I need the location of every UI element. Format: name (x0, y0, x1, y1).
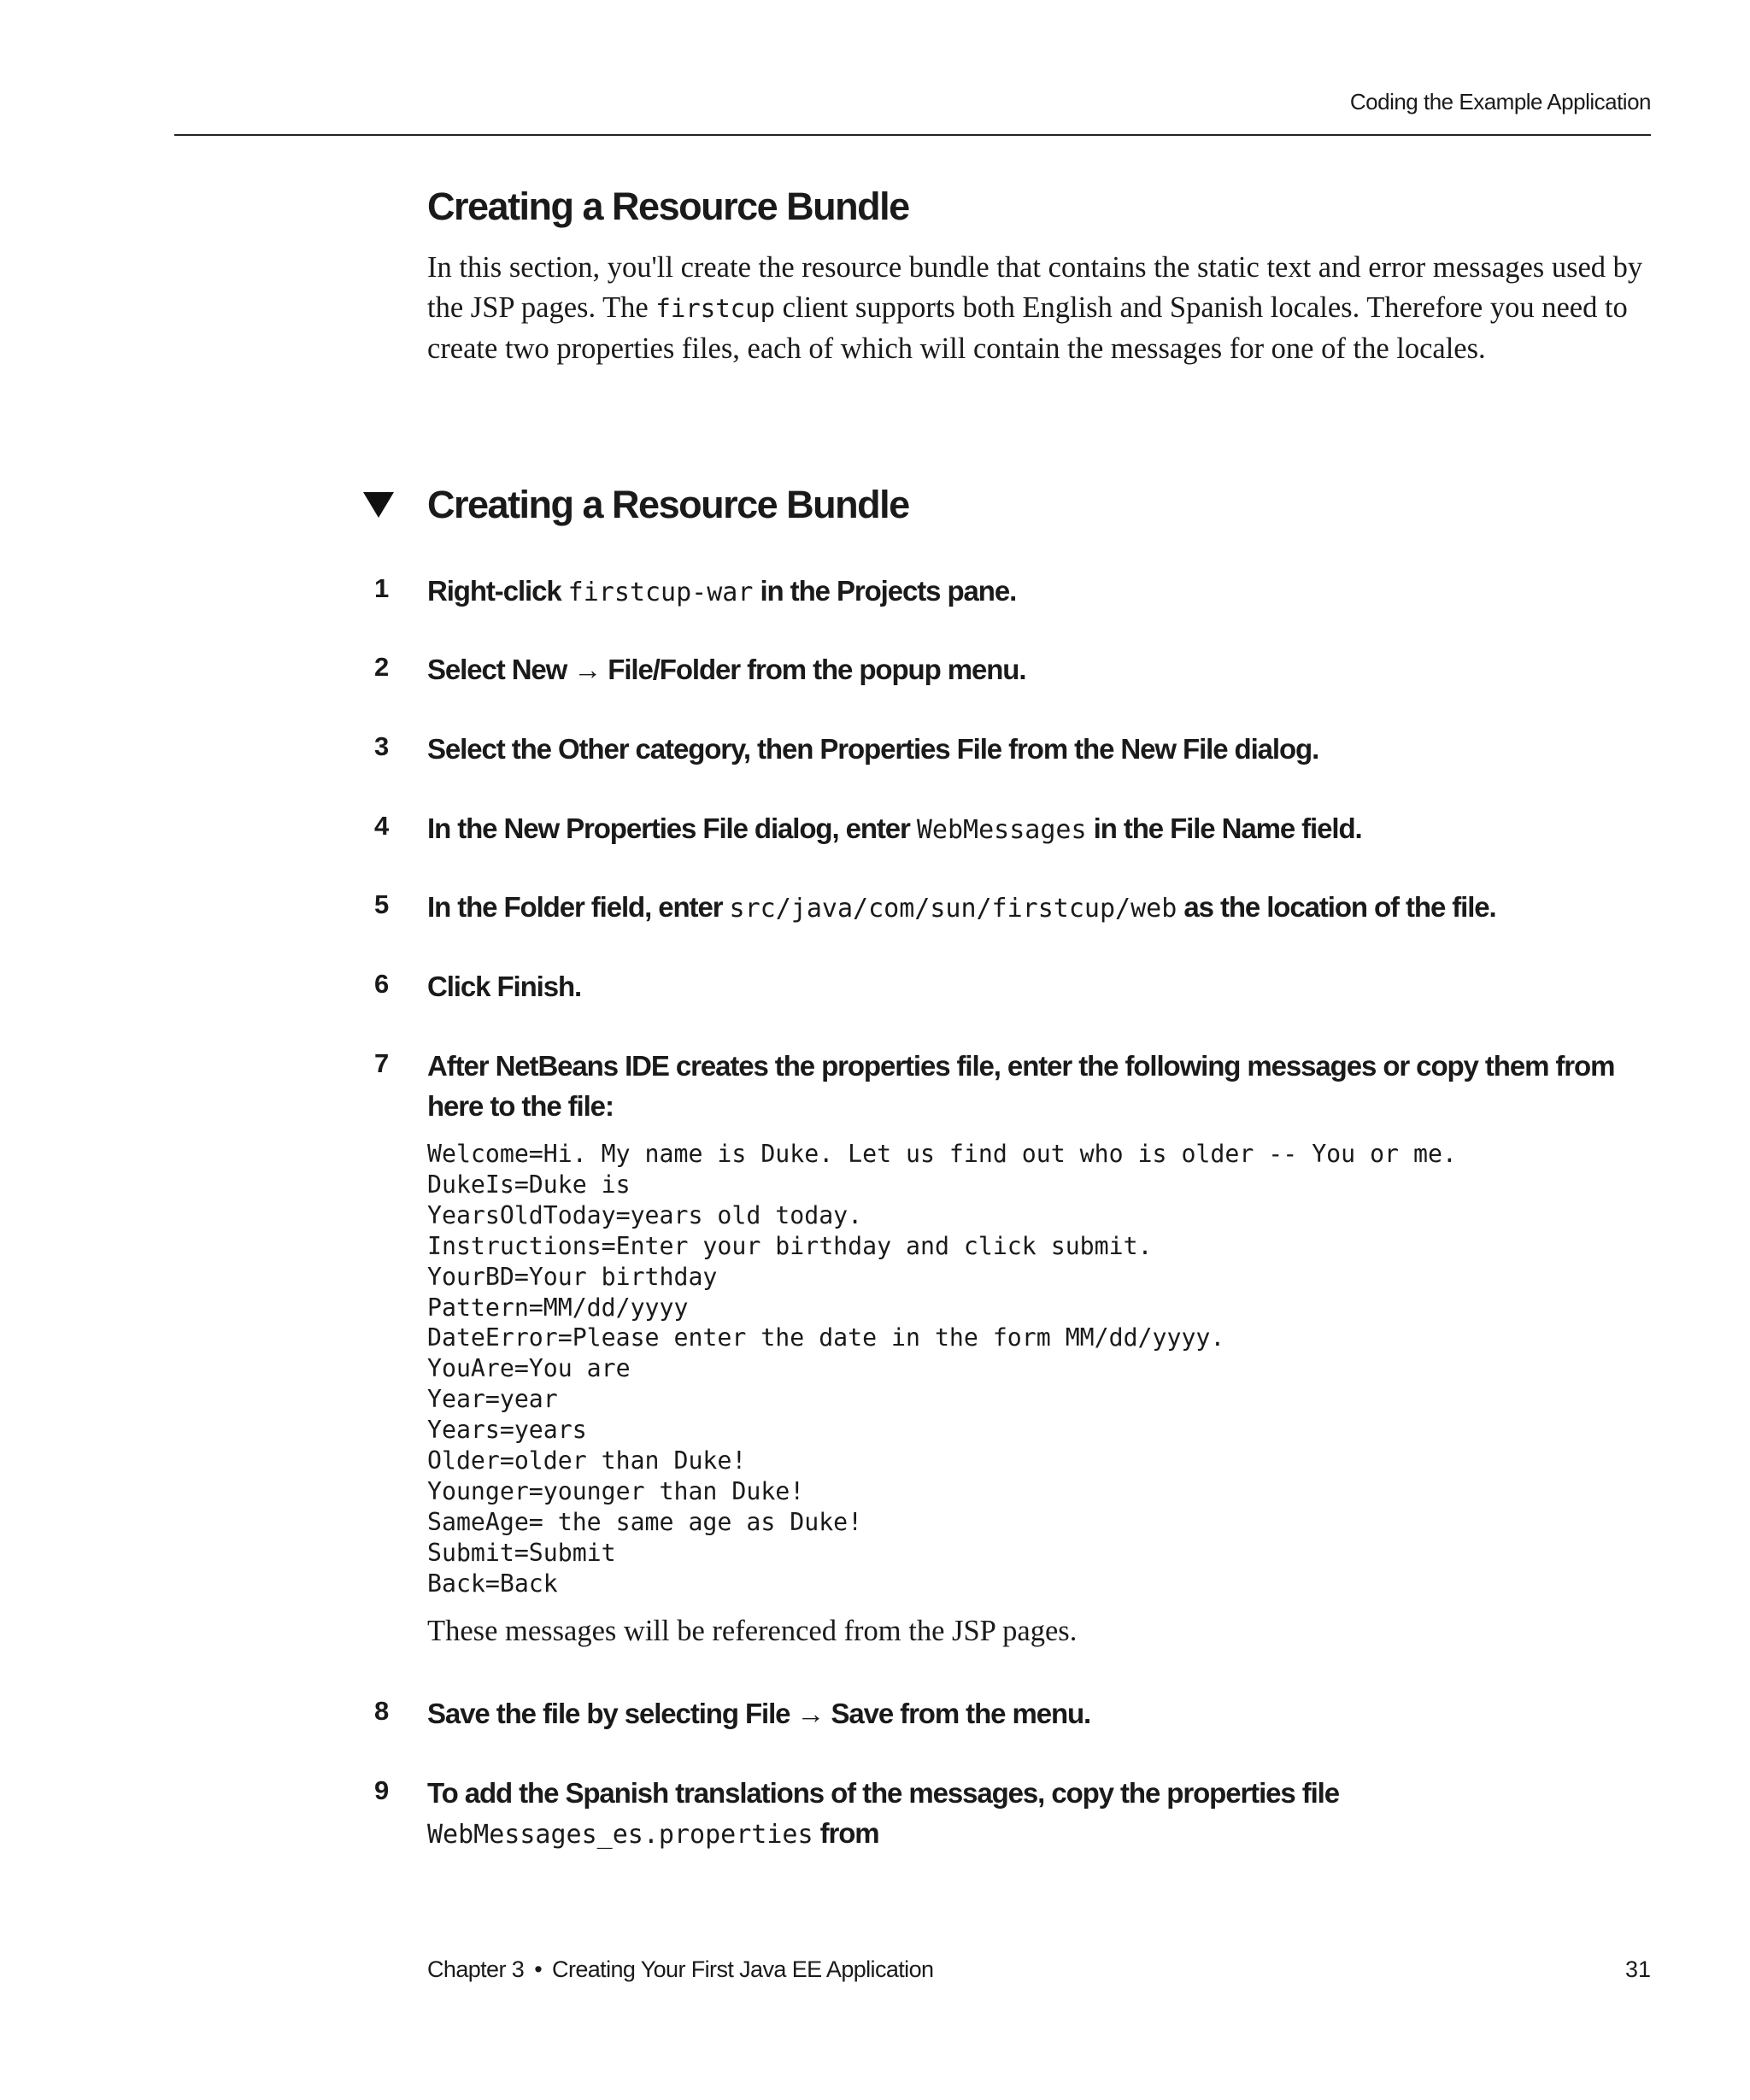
triangle-down-icon (363, 492, 394, 518)
step-code: WebMessages (916, 815, 1087, 845)
step-text: After NetBeans IDE creates the properties file, enter the following messages or copy them from here to the file: (427, 1050, 1615, 1122)
step-number: 4 (374, 811, 390, 841)
step-text-part: in the Projects pane. (753, 575, 1017, 607)
step-text-part: Right-click (427, 575, 568, 607)
step-code: src/java/com/sun/firstcup/web (729, 894, 1177, 924)
step-text-part: In the New Properties File dialog, enter (427, 812, 917, 844)
code-line: Years=years (427, 1416, 587, 1445)
intro-text-1: In this section, you'll create the resource bundle that contains the static text and error messages used by the JSP pages. The (427, 251, 1643, 324)
code-line: Pattern=MM/dd/yyyy (427, 1293, 689, 1322)
code-line: Submit=Submit (427, 1538, 616, 1567)
header-rule (174, 134, 1651, 136)
intro-text-2: client supports both English and Spanish locales. Therefore you need to create two properties files, each of which will contain the messages for one of the locales. (427, 291, 1628, 365)
intro-paragraph (427, 248, 1658, 369)
code-block (427, 1139, 1457, 1599)
code-line: YouAre=You are (427, 1354, 631, 1383)
intro-code: firstcup (655, 294, 776, 323)
step-number: 3 (374, 731, 390, 761)
step-text-part: In the Folder field, enter (427, 891, 730, 923)
footer-bullet: • (534, 1956, 543, 1982)
step-code: firstcup-war (567, 578, 754, 607)
page-number: 31 (1624, 1956, 1651, 1982)
step-text: Select New → File/Folder from the popup menu. (427, 654, 1026, 685)
code-line: Welcome=Hi. My name is Duke. Let us find out who is older -- You or me. (427, 1140, 1457, 1168)
running-header: Coding the Example Application (1349, 89, 1651, 114)
step-text: Save the file by selecting File → Save from the menu. (427, 1698, 1091, 1729)
procedure-title: Creating a Resource Bundle (427, 483, 909, 526)
footer-chapter-title: Creating Your First Java EE Application (552, 1956, 934, 1982)
code-line: Back=Back (427, 1569, 558, 1598)
code-line: Instructions=Enter your birthday and click submit. (427, 1231, 1153, 1260)
code-line: Younger=younger than Duke! (427, 1476, 805, 1505)
step-text-part: from (813, 1817, 879, 1849)
after-code-note: These messages will be referenced from the JSP pages. (427, 1615, 1078, 1647)
step-text (427, 1773, 1649, 1855)
code-line: DateError=Please enter the date in the form MM/dd/yyyy. (427, 1323, 1225, 1352)
step-code: WebMessages_es.properties (427, 1820, 813, 1850)
step-number: 5 (374, 889, 390, 919)
step-text: Click Finish. (427, 971, 582, 1002)
code-line: YearsOldToday=years old today. (427, 1200, 863, 1229)
step-number: 2 (374, 652, 390, 682)
code-line: SameAge= the same age as Duke! (427, 1507, 863, 1536)
step-text: Select the Other category, then Properties File from the New File dialog. (427, 733, 1319, 765)
step-number: 1 (374, 573, 390, 603)
section-title: Creating a Resource Bundle (427, 185, 909, 228)
code-line: Year=year (427, 1385, 558, 1414)
step-number: 7 (374, 1048, 390, 1078)
step-text (427, 808, 1649, 850)
step-number: 9 (374, 1775, 390, 1805)
code-line: YourBD=Your birthday (427, 1262, 718, 1291)
step-number: 6 (374, 969, 390, 999)
code-line: Older=older than Duke! (427, 1446, 747, 1475)
code-line: DukeIs=Duke is (427, 1170, 631, 1199)
step-text-part: as the location of the file. (1177, 891, 1496, 923)
step-text-part: in the File Name field. (1086, 812, 1362, 844)
footer-chapter (427, 1956, 933, 1983)
step-text-part: To add the Spanish translations of the messages, copy the properties file (427, 1777, 1339, 1809)
step-text (427, 571, 1649, 613)
step-text (427, 887, 1649, 929)
footer-chapter-label: Chapter 3 (427, 1956, 525, 1982)
step-number: 8 (374, 1696, 390, 1726)
